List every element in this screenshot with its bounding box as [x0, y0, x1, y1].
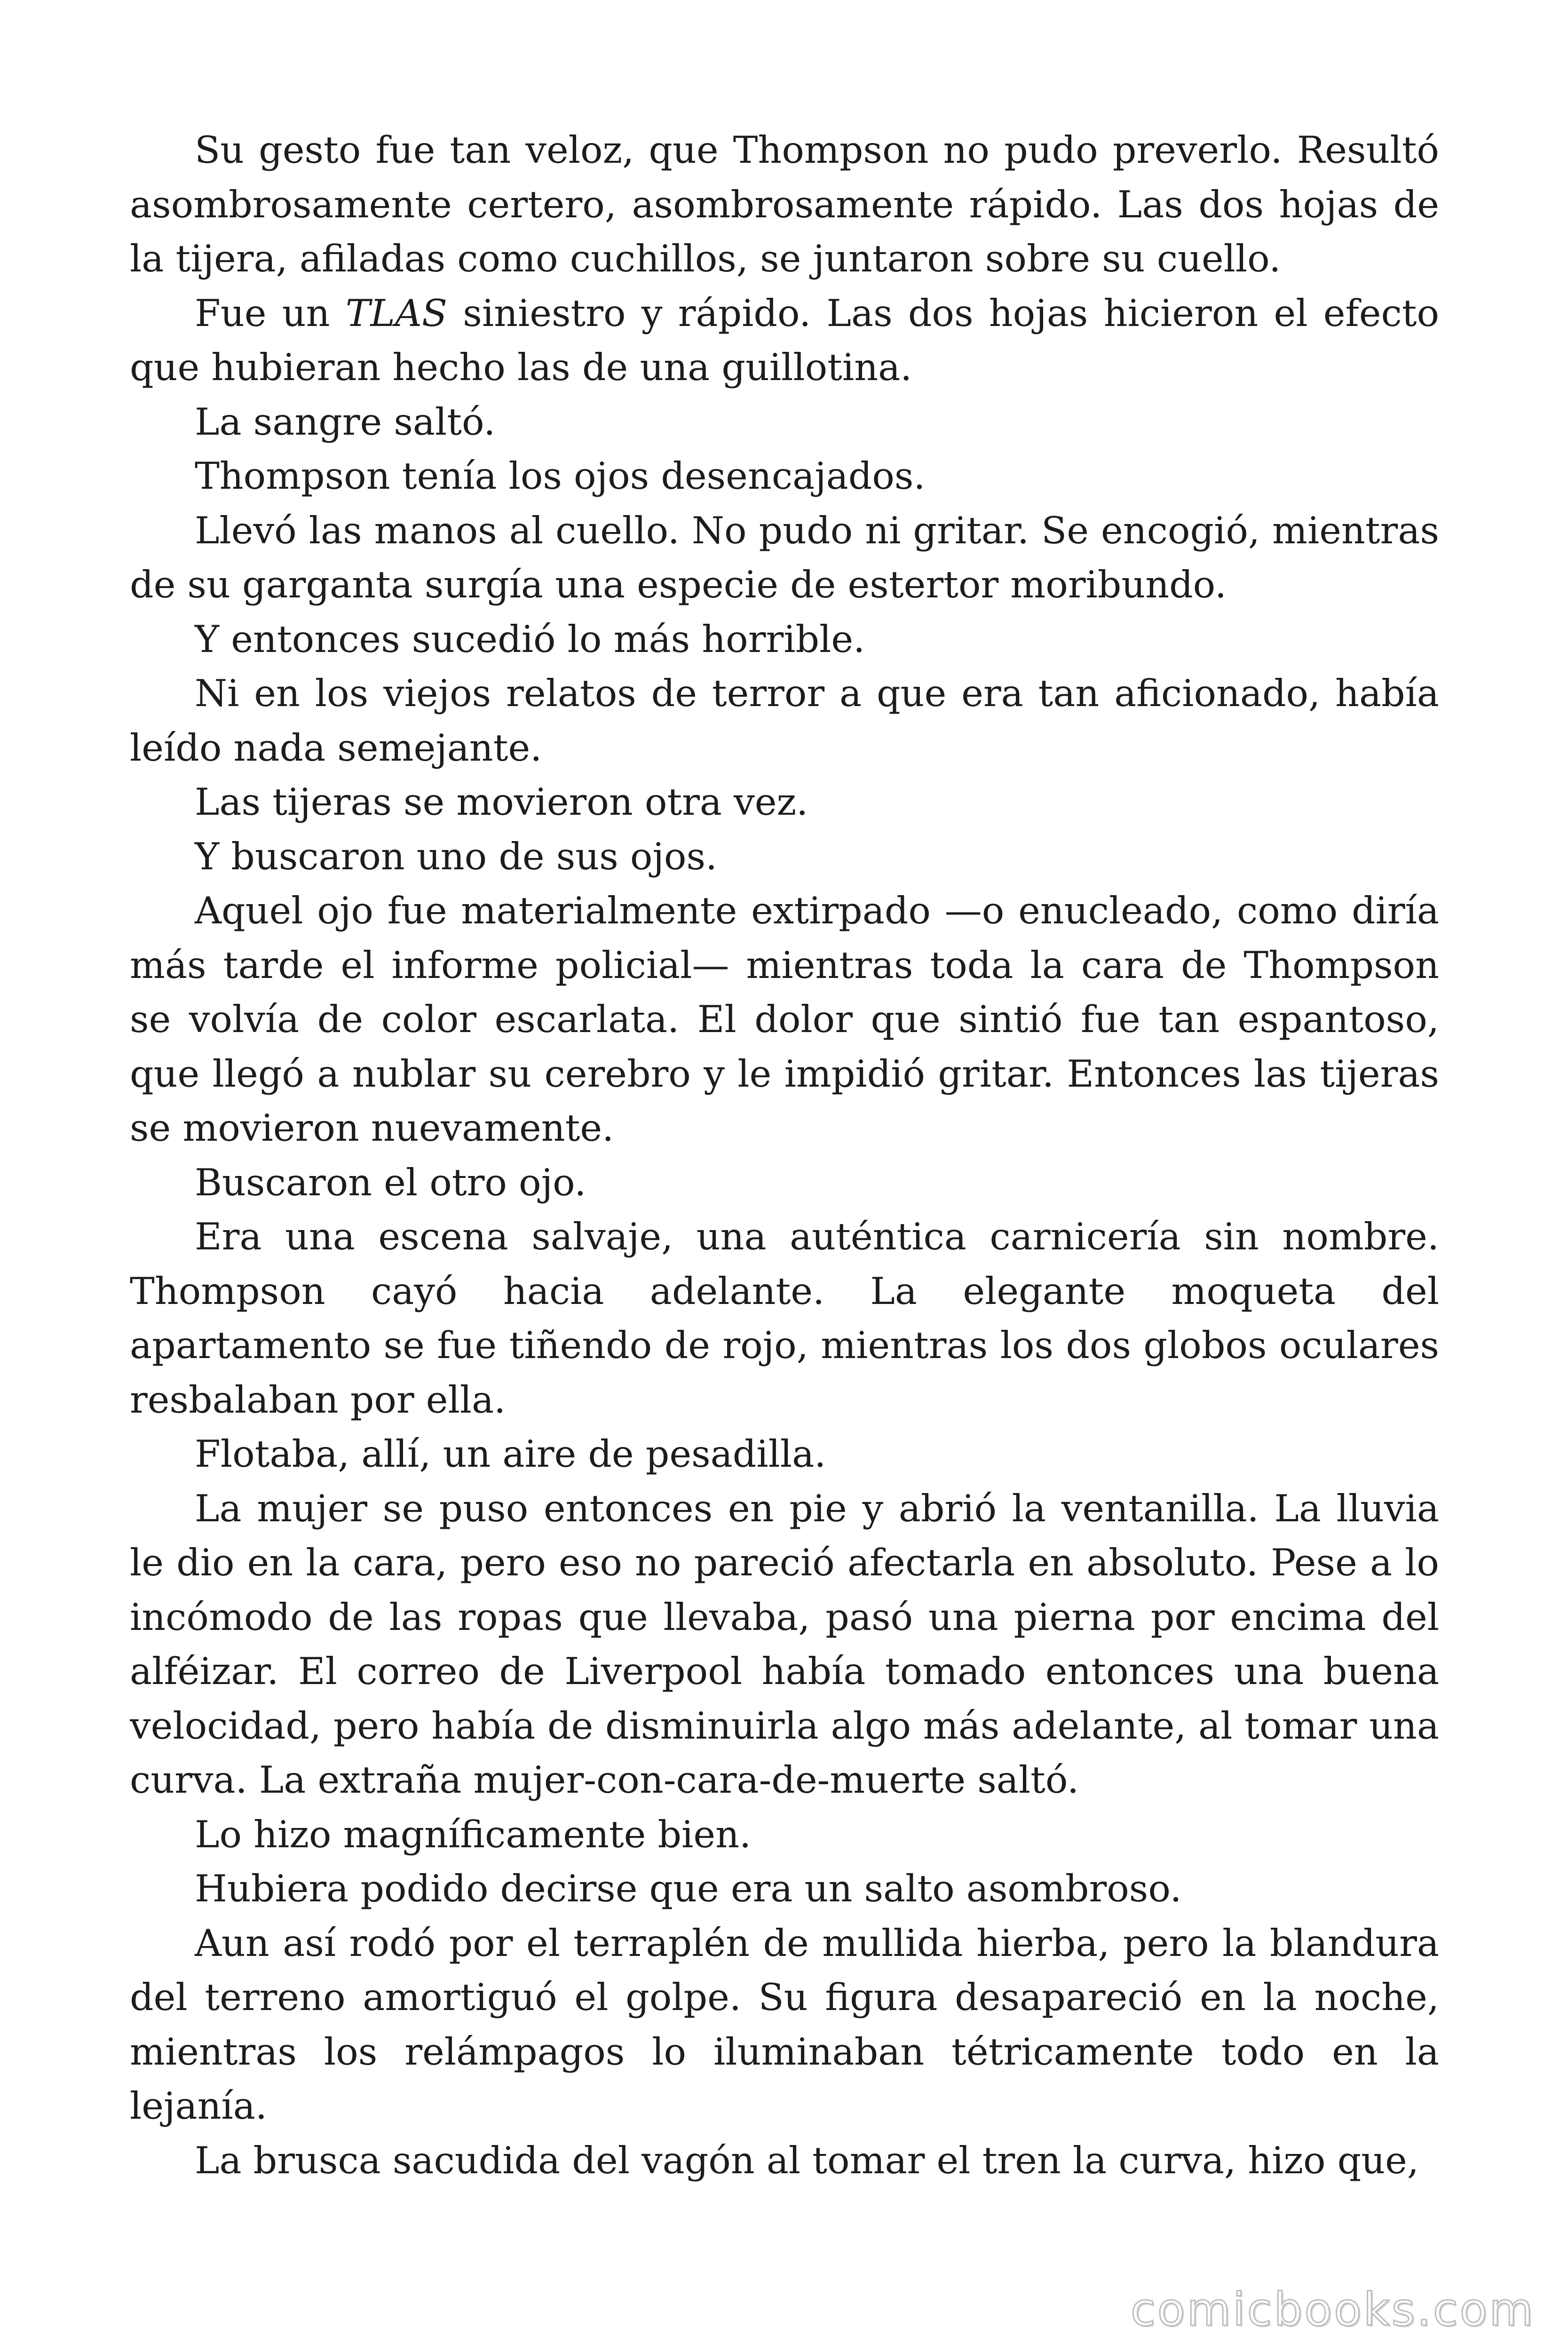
paragraph-15: Lo hizo magníficamente bien.	[195, 1812, 752, 1856]
paragraph-9: Y buscaron uno de sus ojos.	[195, 834, 718, 878]
paragraph-3: La sangre saltó.	[195, 400, 496, 444]
paragraph-10: Aquel ojo fue materialmente extirpado —o enucleado, como diría más tarde el informe policial— mientras toda la cara de Thompson se volvía de color escarlata. El dolor que sintió fue tan espantoso, que llegó a nublar su cerebro y le impidió gritar. Entonces las tijeras se movieron nuevamente.	[130, 889, 1439, 1150]
paragraph-2-start: Fue un	[195, 291, 346, 335]
paragraph-18: La brusca sacudida del vagón al tomar el tren la curva, hizo que,	[195, 2138, 1419, 2182]
paragraph-2-end: siniestro y rápido. Las dos hojas hicieron el efecto que hubieran hecho las de una guillotina.	[130, 291, 1440, 389]
paragraph-5: Llevó las manos al cuello. No pudo ni gritar. Se encogió, mientras de su garganta surgía una especie de estertor moribundo.	[130, 509, 1439, 606]
paragraph-16: Hubiera podido decirse que era un salto asombroso.	[195, 1867, 1182, 1910]
paragraph-13: Flotaba, allí, un aire de pesadilla.	[195, 1432, 826, 1476]
paragraph-17: Aun así rodó por el terraplén de mullida hierba, pero la blandura del terreno amortiguó el golpe. Su figura desapareció en la noche, mientras los relámpagos lo iluminaban tétricamente todo en la lejanía.	[130, 1921, 1439, 2128]
paragraph-8: Las tijeras se movieron otra vez.	[195, 780, 808, 824]
paragraph-2	[130, 286, 1439, 395]
paragraph-1: Su gesto fue tan veloz, que Thompson no pudo preverlo. Resultó asombrosamente certero, asombrosamente rápido. Las dos hojas de la tijera, afiladas como cuchillos, se juntaron sobre su cuello.	[130, 128, 1439, 280]
paragraph-11: Buscaron el otro ojo.	[195, 1160, 586, 1204]
paragraph-4: Thompson tenía los ojos desencajados.	[195, 454, 926, 498]
paragraph-12: Era una escena salvaje, una auténtica carnicería sin nombre. Thompson cayó hacia adelante. La elegante moqueta del apartamento se fue tiñendo de rojo, mientras los dos globos oculares resbalaban por ella.	[130, 1215, 1439, 1422]
page-body	[130, 123, 1439, 2188]
watermark: comicbooks.com	[1130, 2283, 1535, 2336]
paragraph-14: La mujer se puso entonces en pie y abrió la ventanilla. La lluvia le dio en la cara, pero eso no pareció afectarla en absoluto. Pese a lo incómodo de las ropas que llevaba, pasó una pierna por encima del alféizar. El correo de Liverpool había tomado entonces una buena velocidad, pero había de disminuirla algo más adelante, al tomar una curva. La extraña mujer-con-cara-de-muerte saltó.	[130, 1486, 1439, 1802]
paragraph-6: Y entonces sucedió lo más horrible.	[195, 617, 865, 661]
emphasized-word: TLAS	[345, 291, 448, 335]
paragraph-7: Ni en los viejos relatos de terror a que era tan aficionado, había leído nada semejante.	[130, 672, 1439, 770]
